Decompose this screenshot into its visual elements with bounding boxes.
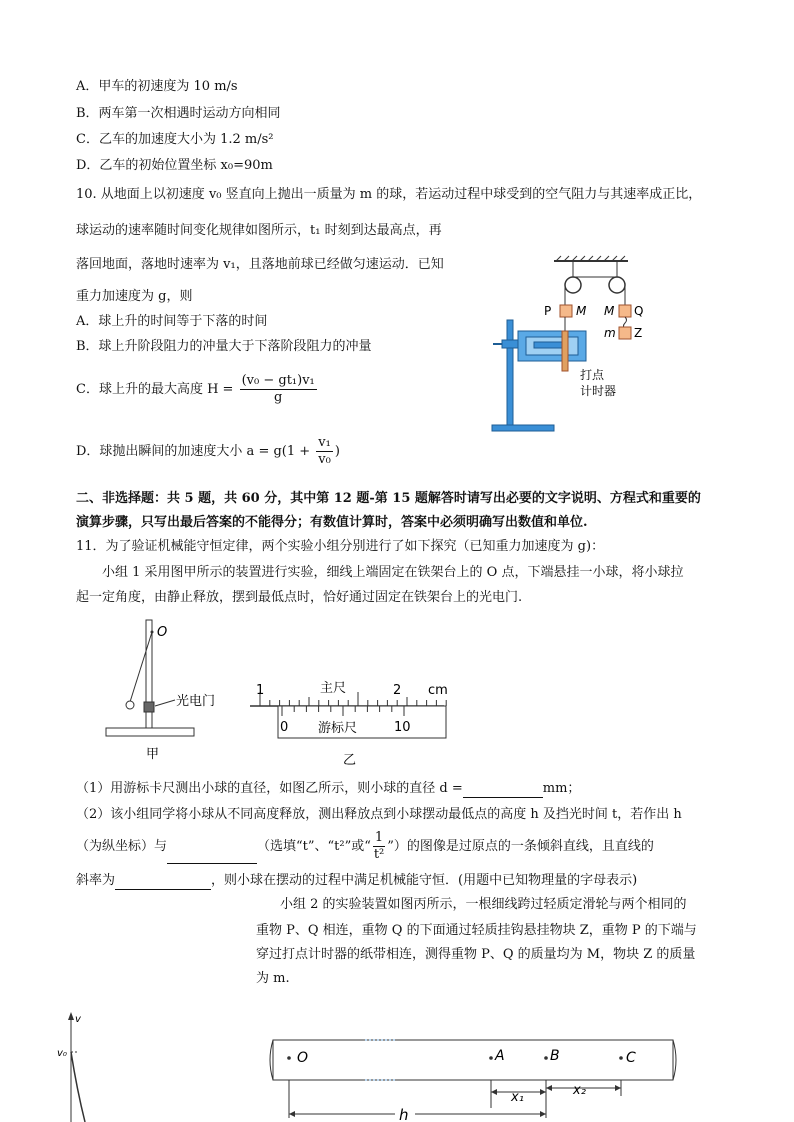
pendulum-ball (126, 701, 134, 709)
stand-base-jia (106, 728, 194, 736)
vernier-label: 游标尺 (318, 721, 358, 736)
tape-label-b: B (550, 1048, 560, 1064)
q9-option-a: A．甲车的初速度为 10 m/s (76, 79, 238, 94)
main-scale-1: 1 (256, 683, 265, 698)
timer-label-line1: 打点 (580, 368, 605, 382)
vt-curve (71, 1052, 85, 1122)
label-q: Q (634, 304, 644, 318)
left-pulley (565, 277, 581, 293)
q10-option-c-prefix: C．球上升的最大高度 H = (76, 382, 234, 397)
photogate (144, 702, 154, 712)
label-z: Z (634, 326, 643, 340)
figure-paper-tape (265, 1036, 683, 1122)
stand-pole (507, 320, 513, 428)
q11-sub2-blank2[interactable] (115, 875, 211, 890)
q10-option-d-prefix: D．球抛出瞬间的加速度大小 a = g(1 + (76, 444, 311, 459)
label-o-jia: O (157, 625, 168, 640)
q9-option-b: B．两车第一次相遇时运动方向相同 (76, 106, 281, 121)
q10-option-c-denominator: g (274, 390, 283, 405)
q11-sub1-unit: mm； (542, 781, 581, 796)
q11-sub2-line2-a: （为纵坐标）与 (76, 839, 168, 854)
q10-stem-line2: 球运动的速率随时间变化规律如图所示，t₁ 时刻到达最高点，再 (76, 223, 442, 238)
q11-sub2-line1: （2）该小组同学将小球从不同高度释放，测出释放点到小球摆动最低点的高度 h 及挡光时间 t，若作出 h (76, 807, 682, 822)
q11-stem-line3: 起一定角度，由静止释放，摆到最低点时，恰好通过固定在铁架台上的光电门. (76, 590, 523, 605)
q11-group2-line2: 重物 P、Q 相连，重物 Q 的下面通过轻质挂钩悬挂物块 Z，重物 P 的下端与 (256, 923, 697, 938)
q11-sub2-fraction (373, 830, 385, 863)
q11-stem-line1: 11．为了验证机械能守恒定律，两个实验小组分别进行了如下探究（已知重力加速度为 g)： (76, 539, 605, 554)
figure-jia-pendulum (100, 620, 216, 762)
label-h: h (399, 1106, 409, 1122)
weight-q (619, 305, 631, 317)
q10-option-c-numerator: (v₀ − gt₁)v₁ (241, 373, 315, 388)
q11-group2-line1: 小组 2 的实验装置如图丙所示，一根细线跨过轻质定滑轮与两个相同的 (280, 897, 687, 912)
q10-stem-line3: 落回地面，落地时速率为 v₁，且落地前球已经做匀速运动．已知 (76, 257, 444, 272)
label-m-right: M (604, 304, 615, 318)
vernier-slide (278, 706, 446, 738)
q9-option-c: C．乙车的加速度大小为 1.2 m/s² (76, 132, 274, 147)
caption-yi: 乙 (343, 753, 357, 768)
q10-option-c (76, 370, 319, 410)
q10-option-d-suffix: ) (334, 444, 340, 459)
q11-stem-line2: 小组 1 采用图甲所示的装置进行实验，细线上端固定在铁架台上的 O 点，下端悬挂一小球，将小球拉 (102, 565, 684, 580)
figure-yi-vernier (248, 676, 456, 768)
q11-sub2-line3-a: 斜率为 (76, 873, 116, 888)
label-m-small: m (604, 326, 616, 340)
section2-header-line1: 二、非选择题：共 5 题，共 60 分，其中第 12 题-第 15 题解答时请写出必要的文字说明、方程式和重要的 (76, 491, 701, 506)
v0-label: v₀ (57, 1048, 67, 1059)
block-z (619, 327, 631, 339)
section2-header-line2: 演算步骤，只写出最后答案的不能得分；有数值计算时，答案中必须明确写出数值和单位. (76, 515, 588, 530)
q11-sub2-line3-b: ，则小球在摆动的过程中满足机械能守恒．(用题中已知物理量的字母表示) (211, 873, 638, 888)
q10-stem-line1: 10. 从地面上以初速度 v₀ 竖直向上抛出一质量为 m 的球，若运动过程中球受到的空气阻力与其速率成正比， (76, 187, 702, 202)
q11-sub2-line2-c: ”）的图像是过原点的一条倾斜直线，且直线的 (387, 839, 654, 854)
q10-option-c-fraction (240, 373, 317, 406)
label-photogate: 光电门 (176, 694, 216, 709)
q11-sub2-blank1[interactable] (167, 849, 257, 864)
q10-option-d-numerator: v₁ (318, 435, 331, 450)
stand-base (492, 425, 554, 431)
q11-sub2-frac-num: 1 (374, 830, 384, 845)
label-x1: x₁ (511, 1090, 524, 1105)
q10-option-d (76, 432, 340, 472)
label-p: P (544, 304, 552, 318)
figure-vt-graph (55, 1010, 115, 1122)
tape-label-c: C (626, 1050, 636, 1066)
q10-option-a: A．球上升的时间等于下落的时间 (76, 314, 268, 329)
q10-option-b: B．球上升阶段阻力的冲量大于下落阶段阻力的冲量 (76, 339, 372, 354)
weight-p (560, 305, 572, 317)
tape-strip (273, 1040, 673, 1080)
vernier-0: 0 (280, 720, 289, 735)
q9-option-d: D．乙车的初始位置坐标 x₀=90m (76, 158, 273, 173)
tape-label-o: O (297, 1050, 309, 1066)
timer-label-line2: 计时器 (580, 384, 617, 398)
q11-sub2-line3 (76, 872, 637, 890)
label-x2: x₂ (573, 1083, 586, 1098)
q11-sub2-line2 (76, 830, 654, 864)
v-axis-label: v (75, 1014, 81, 1025)
q11-sub1 (76, 780, 580, 798)
q11-group2-line3: 穿过打点计时器的纸带相连，测得重物 P、Q 的质量均为 M，物块 Z 的质量 (256, 947, 696, 962)
q11-sub2-frac-den: t² (373, 847, 385, 862)
main-scale-2: 2 (393, 683, 402, 698)
main-scale-label: 主尺 (320, 681, 347, 696)
paper-tape (562, 331, 568, 371)
main-scale-unit: cm (428, 683, 448, 698)
pulley-timer-figure (488, 255, 648, 435)
vernier-10: 10 (394, 720, 411, 735)
q11-sub2-line2-b: （选填“t”、“t²”或“ (257, 839, 371, 854)
q10-option-d-denominator: v₀ (318, 452, 331, 467)
q10-stem-line4: 重力加速度为 g，则 (76, 289, 193, 304)
q11-sub1-text: （1）用游标卡尺测出小球的直径，如图乙所示，则小球的直径 d = (76, 781, 463, 796)
caption-jia: 甲 (146, 747, 160, 762)
tape-label-a: A (495, 1048, 505, 1064)
right-pulley (609, 277, 625, 293)
q10-option-d-fraction (316, 435, 333, 468)
q11-sub1-blank[interactable] (463, 783, 543, 798)
q11-group2-line4: 为 m. (256, 971, 290, 986)
label-m-left: M (576, 304, 587, 318)
